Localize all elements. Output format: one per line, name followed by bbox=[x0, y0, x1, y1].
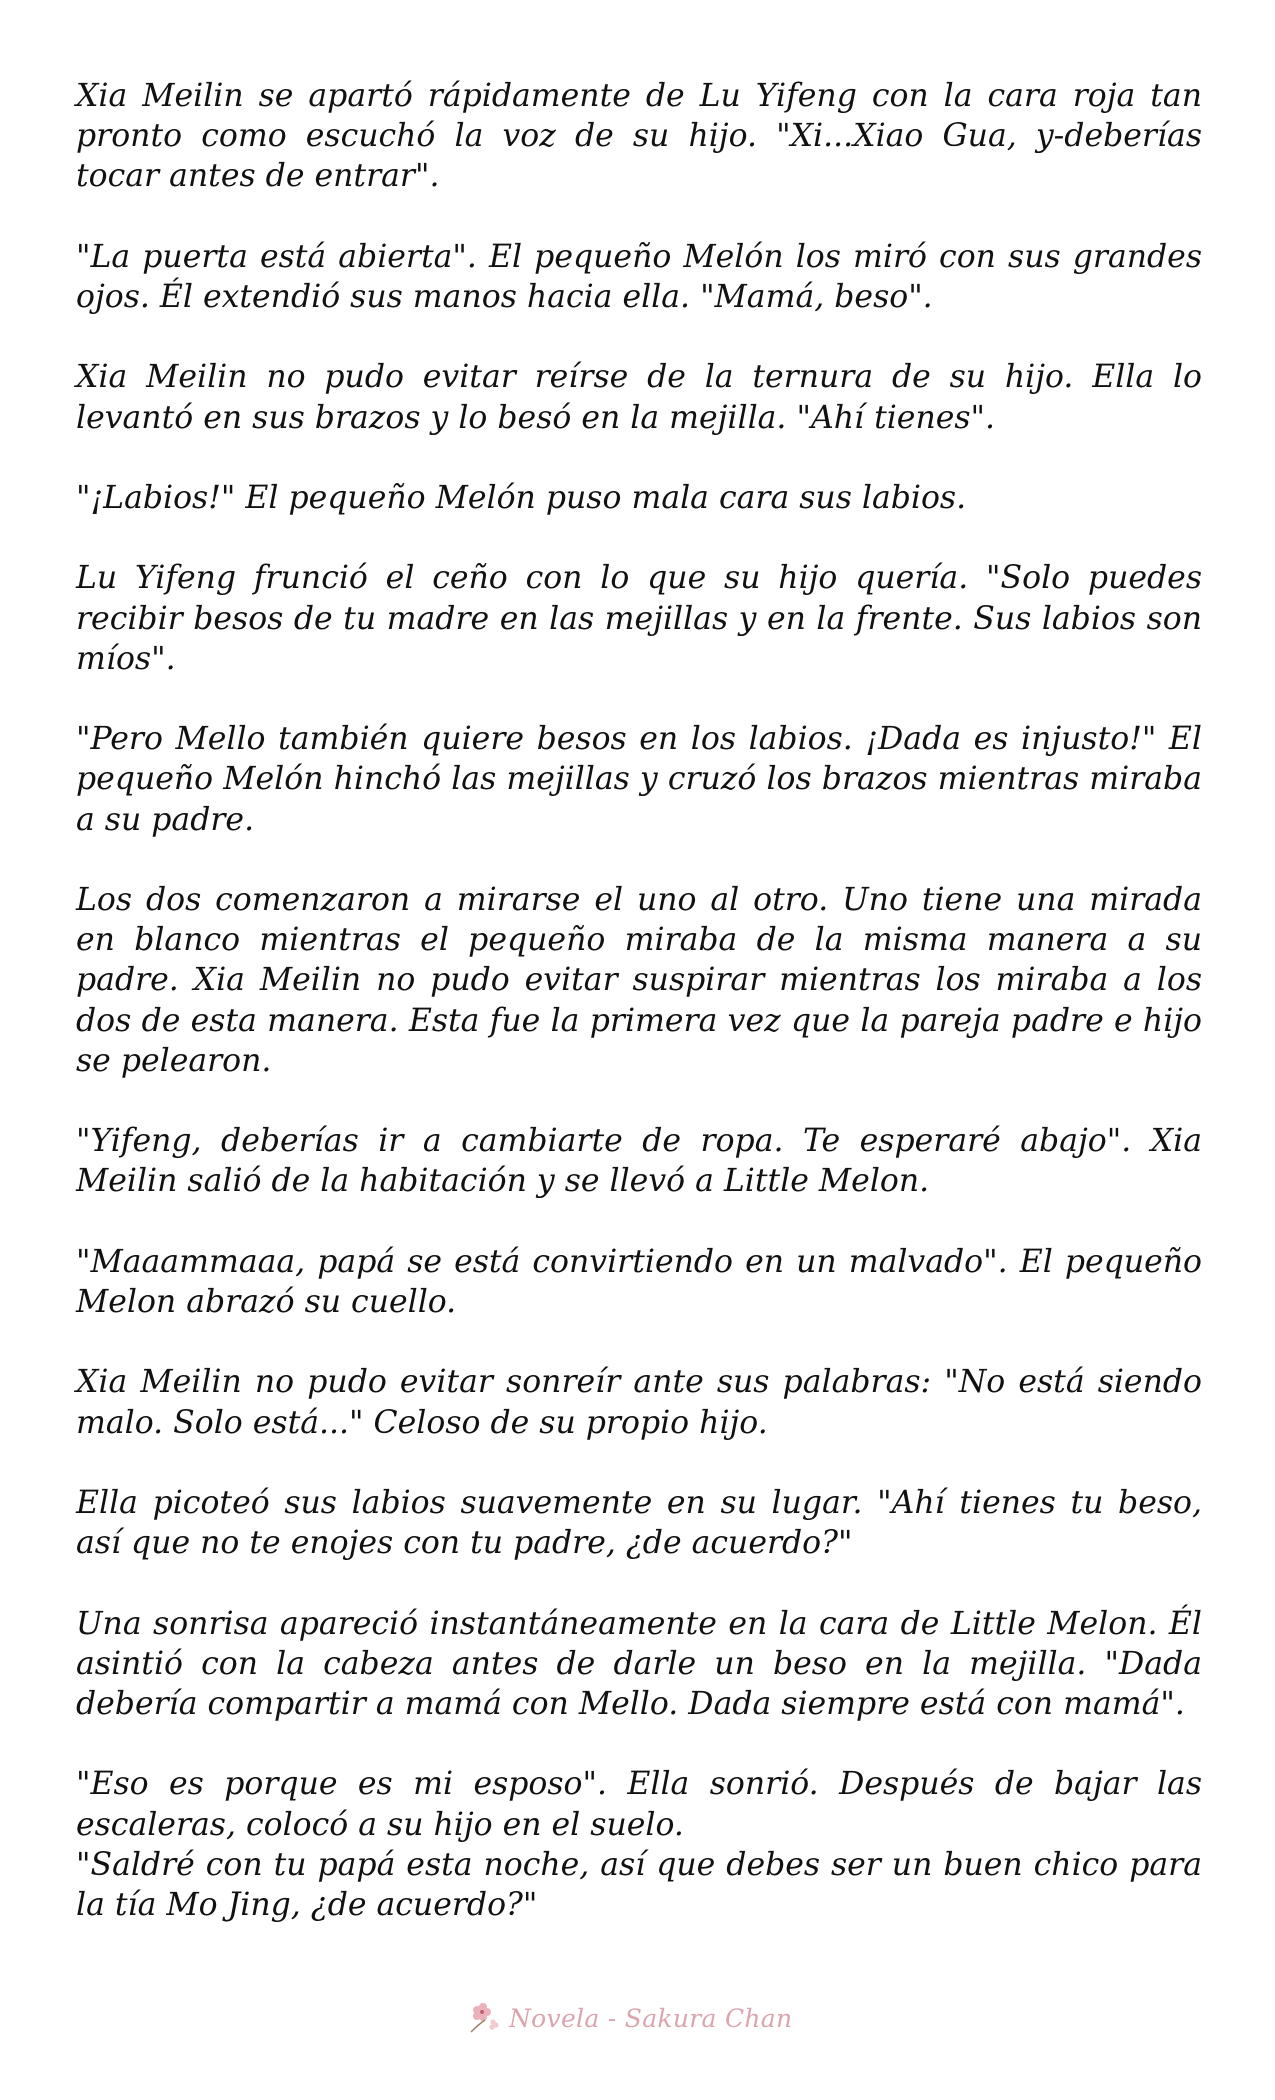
paragraph-4: "¡Labios!" El pequeño Melón puso mala cara sus labios. bbox=[76, 479, 967, 516]
paragraph-5: Lu Yifeng frunció el ceño con lo que su hijo quería. "Solo puedes recibir besos de tu madre en las mejillas y en la frente. Sus labios son míos". bbox=[76, 560, 1202, 677]
paragraph-3: Xia Meilin no pudo evitar reírse de la ternura de su hijo. Ella lo levantó en sus brazos y lo besó en la mejilla. "Ahí tienes". bbox=[76, 359, 1202, 436]
paragraph-9: "Maaammaaa, papá se está convirtiendo en un malvado". El pequeño Melon abrazó su cuello. bbox=[76, 1243, 1202, 1320]
sakura-blossom-icon bbox=[463, 1998, 503, 2038]
paragraph-6: "Pero Mello también quiere besos en los labios. ¡Dada es injusto!" El pequeño Melón hinchó las mejillas y cruzó los brazos mientras miraba a su padre. bbox=[76, 721, 1202, 838]
paragraph-8: "Yifeng, deberías ir a cambiarte de ropa. Te esperaré abajo". Xia Meilin salió de la habitación y se llevó a Little Melon. bbox=[76, 1123, 1202, 1200]
paragraph-1: Xia Meilin se apartó rápidamente de Lu Yifeng con la cara roja tan pronto como escuchó la voz de su hijo. "Xi...Xiao Gua, y-deberías tocar antes de entrar". bbox=[76, 78, 1202, 195]
paragraph-10: Xia Meilin no pudo evitar sonreír ante sus palabras: "No está siendo malo. Solo está..." Celoso de su propio hijo. bbox=[76, 1364, 1202, 1441]
paragraph-14: "Saldré con tu papá esta noche, así que debes ser un buen chico para la tía Mo Jing, ¿de acuerdo?" bbox=[76, 1846, 1202, 1923]
paragraph-11: Ella picoteó sus labios suavemente en su lugar. "Ahí tienes tu beso, así que no te enojes con tu padre, ¿de acuerdo?" bbox=[76, 1484, 1202, 1562]
paragraph-2: "La puerta está abierta". El pequeño Melón los miró con sus grandes ojos. Él extendió sus manos hacia ella. "Mamá, beso". bbox=[76, 238, 1202, 315]
document-body bbox=[76, 76, 1202, 1965]
paragraph-12: Una sonrisa apareció instantáneamente en la cara de Little Melon. Él asintió con la cabeza antes de darle un beso en la mejilla. "Dada debería compartir a mamá con Mello. Dada siempre está con mamá". bbox=[76, 1605, 1202, 1722]
paragraph-7: Los dos comenzaron a mirarse el uno al otro. Uno tiene una mirada en blanco mientras el pequeño miraba de la misma manera a su padre. Xia Meilin no pudo evitar suspirar mientras los miraba a los dos de esta manera. Esta fue la primera vez que la pareja padre e hijo se pelearon. bbox=[76, 881, 1202, 1079]
paragraph-13: "Eso es porque es mi esposo". Ella sonrió. Después de bajar las escaleras, colocó a su hijo en el suelo. bbox=[76, 1766, 1202, 1843]
watermark bbox=[463, 1988, 792, 2048]
watermark-text: Novela - Sakura Chan bbox=[509, 2003, 793, 2033]
